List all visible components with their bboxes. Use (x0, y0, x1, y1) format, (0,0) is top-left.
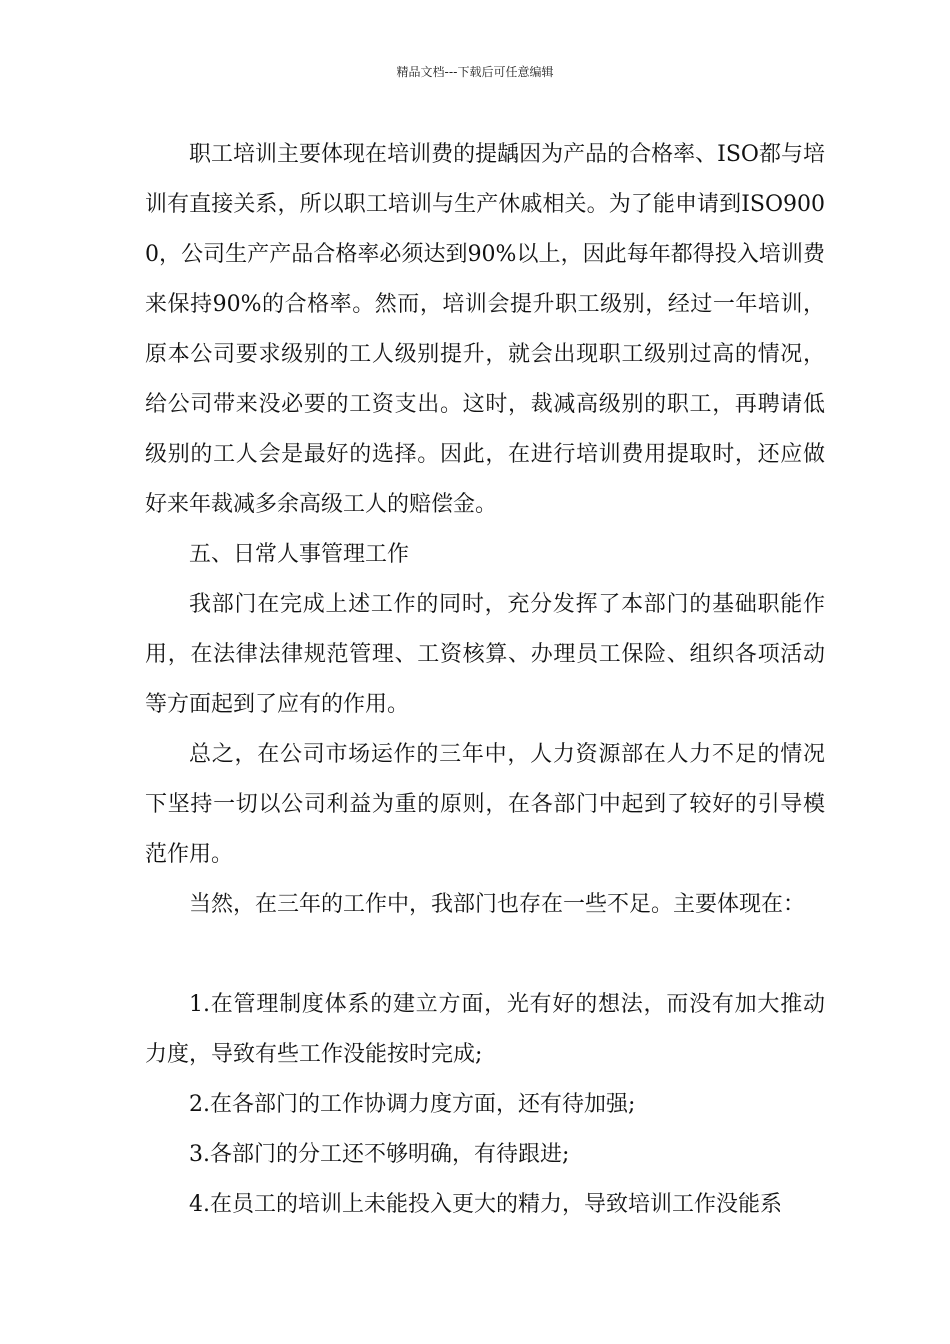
list-item: 3.各部门的分工还不够明确，有待跟进; (189, 1142, 570, 1167)
blank-line (145, 930, 825, 980)
paragraph-shortcomings-intro: 当然，在三年的工作中，我部门也存在一些不足。主要体现在： (189, 892, 806, 917)
paragraph-summary: 总之，在公司市场运作的三年中，人力资源部在人力不足的情况下坚持一切以公司利益为重的原则，在各部门中起到了较好的引导模范作用。 (145, 742, 825, 867)
list-item: 2.在各部门的工作协调力度方面，还有待加强; (189, 1092, 636, 1117)
paragraph-training: 职工培训主要体现在培训费的提龋因为产品的合格率、ISO都与培训有直接关系，所以职工培训与生产休戚相关。为了能申请到ISO9000，公司生产产品合格率必须达到90%以上，因此每年都得投入培训费来保持90%的合格率。然而，培训会提升职工级别，经过一年培训，原本公司要求级别的工人级别提升，就会出现职工级别过高的情况，给公司带来没必要的工资支出。这时，裁减高级别的职工，再聘请低级别的工人会是最好的选择。因此，在进行培训费用提取时，还应做好来年裁减多余高级工人的赔偿金。 (145, 142, 825, 517)
section-heading-daily-hr: 五、日常人事管理工作 (189, 542, 410, 567)
paragraph-department-role: 我部门在完成上述工作的同时，充分发挥了本部门的基础职能作用，在法律法律规范管理、工资核算、办理员工保险、组织各项活动等方面起到了应有的作用。 (145, 592, 825, 717)
document-body (145, 130, 825, 1230)
list-item: 4.在员工的培训上未能投入更大的精力，导致培训工作没能系 (189, 1192, 782, 1217)
page-header: 精品文档---下载后可任意编辑 (396, 65, 554, 79)
list-item: 1.在管理制度体系的建立方面，光有好的想法，而没有加大推动力度，导致有些工作没能按时完成; (145, 992, 825, 1067)
